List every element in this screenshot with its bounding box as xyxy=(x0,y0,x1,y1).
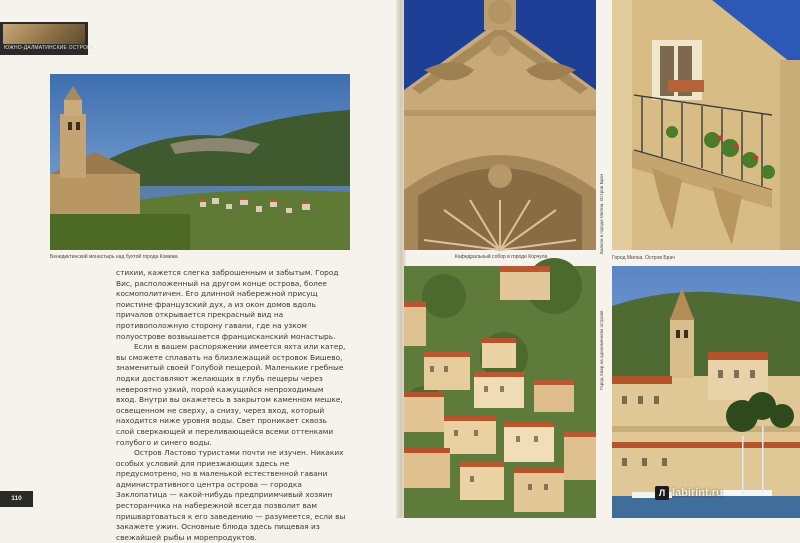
photo-monastery xyxy=(50,74,350,250)
paragraph-1: стихии, кажется слегка заброшенным и забытым. Город Вис, расположенный на другом конце острова, более космополитичен. Его длинной набережной присущ поистине французский дух, а из окон домов вдоль причалов открывается прекрасный вид на противоположную сторону гавани, где на узком полуострове возвышается францисканский монастырь. xyxy=(116,268,339,341)
body-text xyxy=(116,268,346,543)
watermark-text: labirint.ru xyxy=(672,486,723,499)
photo-milna xyxy=(612,266,800,518)
caption-monastery: Бенедиктинский монастырь над бухтой города Комижа xyxy=(50,254,178,260)
caption-hillside: Город Хвар на одноименном острове xyxy=(599,310,604,390)
caption-balcony: Балкон в городе Милна. Остров Брач xyxy=(599,174,604,254)
labirint-logo-icon: Л xyxy=(655,486,669,500)
paragraph-2: Если в вашем распоряжении имеется яхта или катер, вы сможете сплавать на близлежащий островок Бишево, знаменитый своей Голубой пещерой. Маленькие гребные лодки доставляют желающих в глубь пещеры через невероятно узкий, порой кажущийся непроходимым вход. Внутри вы окажетесь в закрытом каменном мешке, освещенном не сверху, а снизу, через вход, который находится ниже уровня воды. Свет проникает сквозь слой сверкающей и переливающейся всеми оттенками голубого и синего воды. xyxy=(116,342,346,447)
section-thumbnail xyxy=(3,24,85,44)
photo-balcony xyxy=(612,0,800,250)
watermark xyxy=(655,486,723,500)
page-number: 110 xyxy=(0,491,33,507)
section-tab xyxy=(0,22,95,55)
paragraph-3: Остров Ластово туристами почти не изучен. Никаких особых условий для приезжающих здесь не предусмотрено, но в маленькой естественной гавани административного центра острова — городка Заклопатица — какой-нибудь предприимчивый хозяин ресторанчика на набережной всегда позволит вам пришвартоваться к его заведению — разумеется, если вы закажете ужин. Основные блюда здесь пищевая из свежайшей рыбы и морепродуктов. xyxy=(116,448,346,542)
photo-hillside xyxy=(404,266,596,518)
section-label: ЮЖНО-ДАЛМАТИНСКИЕ ОСТРОВА xyxy=(4,45,95,51)
photo-cathedral xyxy=(404,0,596,250)
caption-cathedral: Кафедральный собор в городе Корчула xyxy=(455,254,548,260)
caption-milna: Город Милна. Остров Брач xyxy=(612,255,675,261)
